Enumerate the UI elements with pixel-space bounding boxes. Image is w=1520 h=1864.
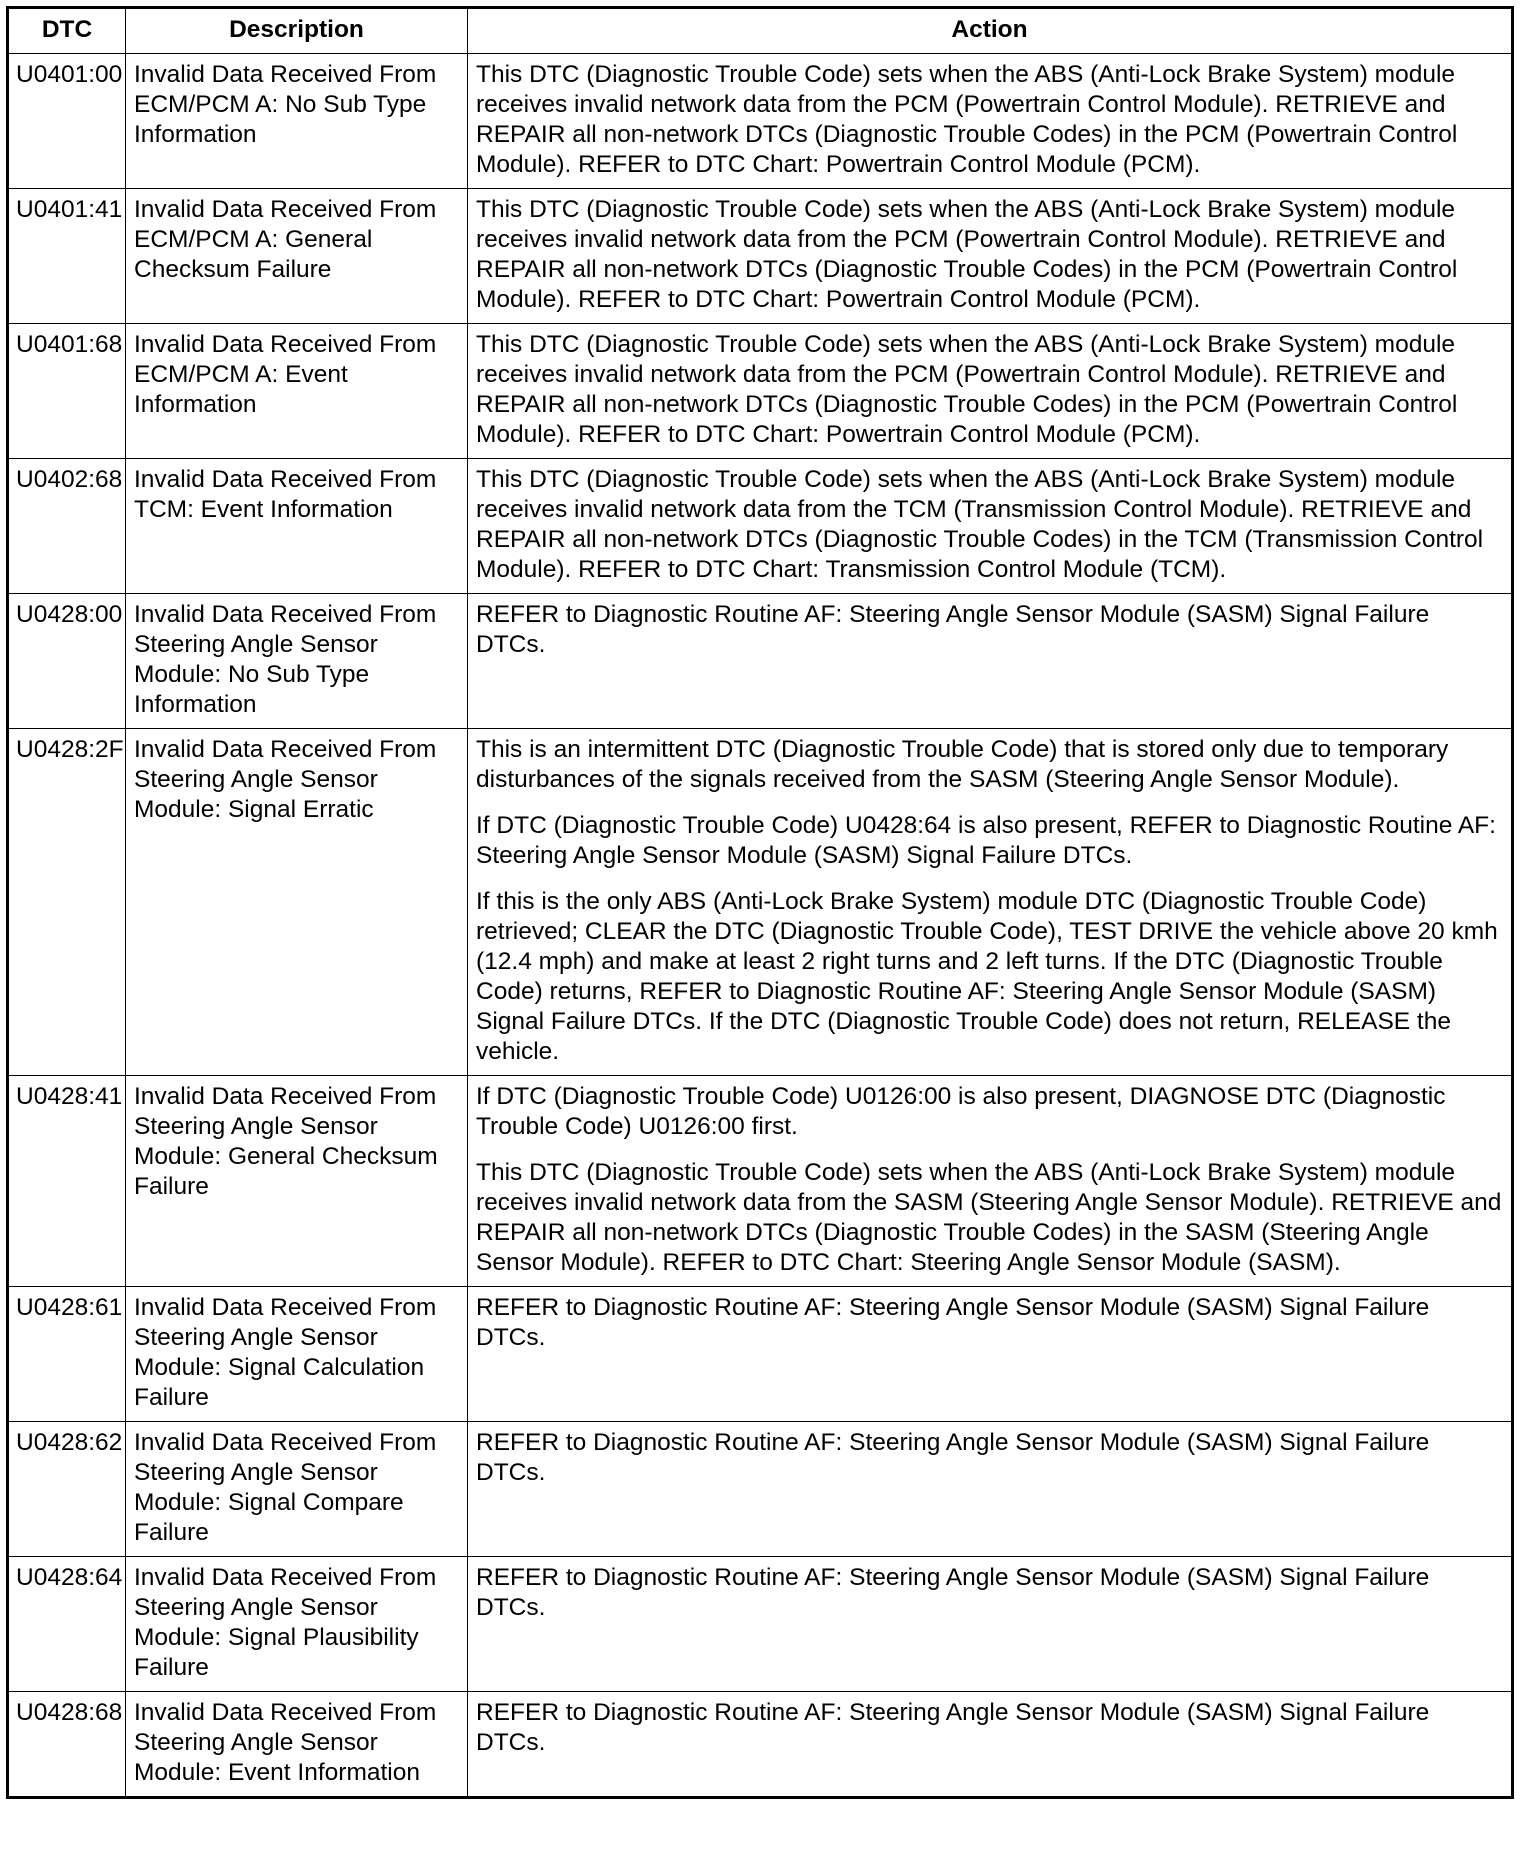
table-header bbox=[8, 8, 1513, 54]
dtc-code-cell: U0428:64 bbox=[8, 1557, 126, 1692]
table-row bbox=[8, 1287, 1513, 1422]
description-cell: Invalid Data Received From Steering Angle Sensor Module: No Sub Type Information bbox=[126, 594, 468, 729]
table-row bbox=[8, 1422, 1513, 1557]
action-cell bbox=[468, 54, 1513, 189]
action-paragraph: This DTC (Diagnostic Trouble Code) sets when the ABS (Anti-Lock Brake System) module receives invalid network data from the SASM (Steering Angle Sensor Module). RETRIEVE and REPAIR all non-network DTCs (Diagnostic Trouble Codes) in the SASM (Steering Angle Sensor Module). REFER to DTC Chart: Steering Angle Sensor Module (SASM). bbox=[476, 1159, 1502, 1276]
action-paragraph: This is an intermittent DTC (Diagnostic Trouble Code) that is stored only due to temporary disturbances of the signals received from the SASM (Steering Angle Sensor Module). bbox=[476, 736, 1449, 793]
action-paragraph: REFER to Diagnostic Routine AF: Steering Angle Sensor Module (SASM) Signal Failure DTCs. bbox=[476, 1699, 1430, 1756]
dtc-code-cell: U0402:68 bbox=[8, 459, 126, 594]
action-cell bbox=[468, 459, 1513, 594]
dtc-code-cell: U0428:41 bbox=[8, 1076, 126, 1287]
dtc-code-cell: U0401:00 bbox=[8, 54, 126, 189]
action-paragraph: REFER to Diagnostic Routine AF: Steering Angle Sensor Module (SASM) Signal Failure DTCs. bbox=[476, 601, 1430, 658]
action-paragraph: REFER to Diagnostic Routine AF: Steering Angle Sensor Module (SASM) Signal Failure DTCs. bbox=[476, 1294, 1430, 1351]
dtc-code-cell: U0401:41 bbox=[8, 189, 126, 324]
description-cell: Invalid Data Received From Steering Angle Sensor Module: Signal Compare Failure bbox=[126, 1422, 468, 1557]
description-cell: Invalid Data Received From ECM/PCM A: General Checksum Failure bbox=[126, 189, 468, 324]
action-cell bbox=[468, 1692, 1513, 1798]
description-cell: Invalid Data Received From Steering Angle Sensor Module: Signal Plausibility Failure bbox=[126, 1557, 468, 1692]
dtc-code-cell: U0428:00 bbox=[8, 594, 126, 729]
action-cell bbox=[468, 594, 1513, 729]
action-cell bbox=[468, 324, 1513, 459]
table-row bbox=[8, 729, 1513, 1076]
description-cell: Invalid Data Received From TCM: Event Information bbox=[126, 459, 468, 594]
dtc-code-cell: U0428:62 bbox=[8, 1422, 126, 1557]
action-cell bbox=[468, 1422, 1513, 1557]
description-cell: Invalid Data Received From ECM/PCM A: Event Information bbox=[126, 324, 468, 459]
table-row bbox=[8, 54, 1513, 189]
action-paragraph: This DTC (Diagnostic Trouble Code) sets when the ABS (Anti-Lock Brake System) module receives invalid network data from the PCM (Powertrain Control Module). RETRIEVE and REPAIR all non-network DTCs (Diagnostic Trouble Codes) in the PCM (Powertrain Control Module). REFER to DTC Chart: Powertrain Control Module (PCM). bbox=[476, 331, 1458, 448]
description-cell: Invalid Data Received From Steering Angle Sensor Module: Signal Calculation Failure bbox=[126, 1287, 468, 1422]
table-body bbox=[8, 54, 1513, 1798]
header-action: Action bbox=[468, 8, 1513, 54]
table-row bbox=[8, 1692, 1513, 1798]
dtc-code-cell: U0428:61 bbox=[8, 1287, 126, 1422]
action-paragraph: REFER to Diagnostic Routine AF: Steering Angle Sensor Module (SASM) Signal Failure DTCs. bbox=[476, 1429, 1430, 1486]
action-paragraph: If DTC (Diagnostic Trouble Code) U0126:00 is also present, DIAGNOSE DTC (Diagnostic Trouble Code) U0126:00 first. bbox=[476, 1083, 1446, 1140]
description-cell: Invalid Data Received From Steering Angle Sensor Module: General Checksum Failure bbox=[126, 1076, 468, 1287]
description-cell: Invalid Data Received From ECM/PCM A: No Sub Type Information bbox=[126, 54, 468, 189]
dtc-code-cell: U0428:68 bbox=[8, 1692, 126, 1798]
action-cell bbox=[468, 189, 1513, 324]
dtc-code-cell: U0428:2F bbox=[8, 729, 126, 1076]
header-description: Description bbox=[126, 8, 468, 54]
action-paragraph: This DTC (Diagnostic Trouble Code) sets when the ABS (Anti-Lock Brake System) module receives invalid network data from the TCM (Transmission Control Module). RETRIEVE and REPAIR all non-network DTCs (Diagnostic Trouble Codes) in the TCM (Transmission Control Module). REFER to DTC Chart: Transmission Control Module (TCM). bbox=[476, 466, 1484, 583]
action-cell bbox=[468, 729, 1513, 1076]
action-paragraph: If DTC (Diagnostic Trouble Code) U0428:64 is also present, REFER to Diagnostic Routine AF: Steering Angle Sensor Module (SASM) Signal Failure DTCs. bbox=[476, 812, 1496, 869]
header-dtc: DTC bbox=[8, 8, 126, 54]
dtc-table bbox=[6, 6, 1514, 1799]
table-row bbox=[8, 1076, 1513, 1287]
dtc-code-cell: U0401:68 bbox=[8, 324, 126, 459]
action-paragraph: If this is the only ABS (Anti-Lock Brake System) module DTC (Diagnostic Trouble Code) retrieved; CLEAR the DTC (Diagnostic Trouble Code), TEST DRIVE the vehicle above 20 kmh (12.4 mph) and make at least 2 right turns and 2 left turns. If the DTC (Diagnostic Trouble Code) returns, REFER to Diagnostic Routine AF: Steering Angle Sensor Module (SASM) Signal Failure DTCs. If the DTC (Diagnostic Trouble Code) does not return, RELEASE the vehicle. bbox=[476, 888, 1498, 1065]
header-row bbox=[8, 8, 1513, 54]
table-row bbox=[8, 189, 1513, 324]
table-row bbox=[8, 1557, 1513, 1692]
description-cell: Invalid Data Received From Steering Angle Sensor Module: Signal Erratic bbox=[126, 729, 468, 1076]
action-paragraph: This DTC (Diagnostic Trouble Code) sets when the ABS (Anti-Lock Brake System) module receives invalid network data from the PCM (Powertrain Control Module). RETRIEVE and REPAIR all non-network DTCs (Diagnostic Trouble Codes) in the PCM (Powertrain Control Module). REFER to DTC Chart: Powertrain Control Module (PCM). bbox=[476, 61, 1458, 178]
description-cell: Invalid Data Received From Steering Angle Sensor Module: Event Information bbox=[126, 1692, 468, 1798]
table-row bbox=[8, 594, 1513, 729]
action-cell bbox=[468, 1076, 1513, 1287]
action-cell bbox=[468, 1557, 1513, 1692]
action-paragraph: This DTC (Diagnostic Trouble Code) sets when the ABS (Anti-Lock Brake System) module receives invalid network data from the PCM (Powertrain Control Module). RETRIEVE and REPAIR all non-network DTCs (Diagnostic Trouble Codes) in the PCM (Powertrain Control Module). REFER to DTC Chart: Powertrain Control Module (PCM). bbox=[476, 196, 1458, 313]
table-row bbox=[8, 459, 1513, 594]
action-cell bbox=[468, 1287, 1513, 1422]
action-paragraph: REFER to Diagnostic Routine AF: Steering Angle Sensor Module (SASM) Signal Failure DTCs. bbox=[476, 1564, 1430, 1621]
table-row bbox=[8, 324, 1513, 459]
